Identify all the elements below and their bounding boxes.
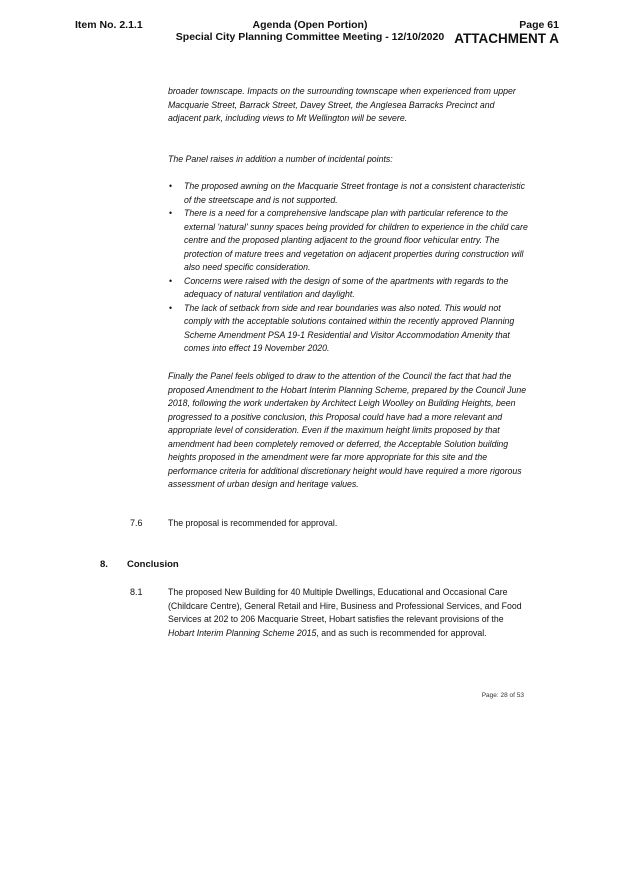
list-item: • There is a need for a comprehensive landscape plan with particular reference to the external 'natural' sunny spaces being provided for children to experience in the child care centre and the proposed planting adjacent to the ground floor vehicular entry. The protection of mature trees and vegetation on adjacent properties during construction will also need specific consideration. — [168, 207, 528, 275]
incidental-points-list — [168, 180, 528, 356]
item-number: Item No. 2.1.1 — [75, 19, 143, 31]
planning-scheme-name: Hobart Interim Planning Scheme 2015 — [168, 627, 317, 638]
attachment-label: ATTACHMENT A — [454, 31, 559, 46]
list-item: • The lack of setback from side and rear boundaries was also noted. This would not comply with the acceptable solutions contained within the recently approved Planning Scheme Amendment PSA 19-1 Residential and Visitor Accommodation Amenity that comes into effect 19 November 2020. — [168, 302, 528, 356]
list-item: • The proposed awning on the Macquarie Street frontage is not a consistent characteristic of the streetscape and is not supported. — [168, 180, 528, 207]
item-8-1-number: 8.1 — [130, 587, 143, 597]
item-8-1-text-before: The proposed New Building for 40 Multiple Dwellings, Educational and Occasional Care (Childcare Centre), General Retail and Hire, Business and Professional Services, and Food Services at 202 to 206 Macquarie Street, Hobart satisfies the relevant provisions of the — [168, 587, 522, 624]
page-header — [454, 19, 559, 47]
section-8-number: 8. — [100, 559, 108, 570]
item-8-1-text-after: , and as such is recommended for approval. — [316, 627, 487, 638]
finally-paragraph: Finally the Panel feels obliged to draw to the attention of the Council the fact that had the proposed Amendment to the Hobart Interim Planning Scheme, prepared by the Council June 2018, following the work undertaken by Architect Leigh Woolley on Building Heights, been progressed to a positive conclusion, this Proposal could have had a more relevant and appropriate level of consideration. Even if the maximum height limits proposed by that amendment had been completely removed or deferred, the Acceptable Solution building heights proposed in the amendment were far more appropriate for this site and the performance criteria for additional discretionary height would have required a more rigorous assessment of urban design and heritage values. — [168, 371, 527, 489]
item-7-6-number: 7.6 — [130, 518, 143, 528]
page-number: Page 61 — [519, 19, 559, 31]
panel-points-intro: The Panel raises in addition a number of incidental points: — [168, 154, 393, 164]
list-item: • Concerns were raised with the design of some of the apartments with regards to the adequacy of natural ventilation and daylight. — [168, 275, 528, 302]
agenda-header — [160, 19, 460, 43]
section-8-title: Conclusion — [127, 559, 179, 570]
townscape-paragraph: broader townscape. Impacts on the surrounding townscape when experienced from upper Macquarie Street, Barrack Street, Davey Street, the Anglesea Barracks Precinct and adjacent park, including views to Mt Wellington will be severe. — [168, 86, 516, 123]
agenda-title: Agenda (Open Portion) — [252, 19, 368, 31]
item-7-6-text: The proposal is recommended for approval. — [168, 518, 338, 528]
page-footer: Page: 28 of 53 — [481, 692, 524, 699]
item-8-1-text — [168, 586, 528, 640]
meeting-title: Special City Planning Committee Meeting - 12/10/2020 — [175, 31, 445, 43]
